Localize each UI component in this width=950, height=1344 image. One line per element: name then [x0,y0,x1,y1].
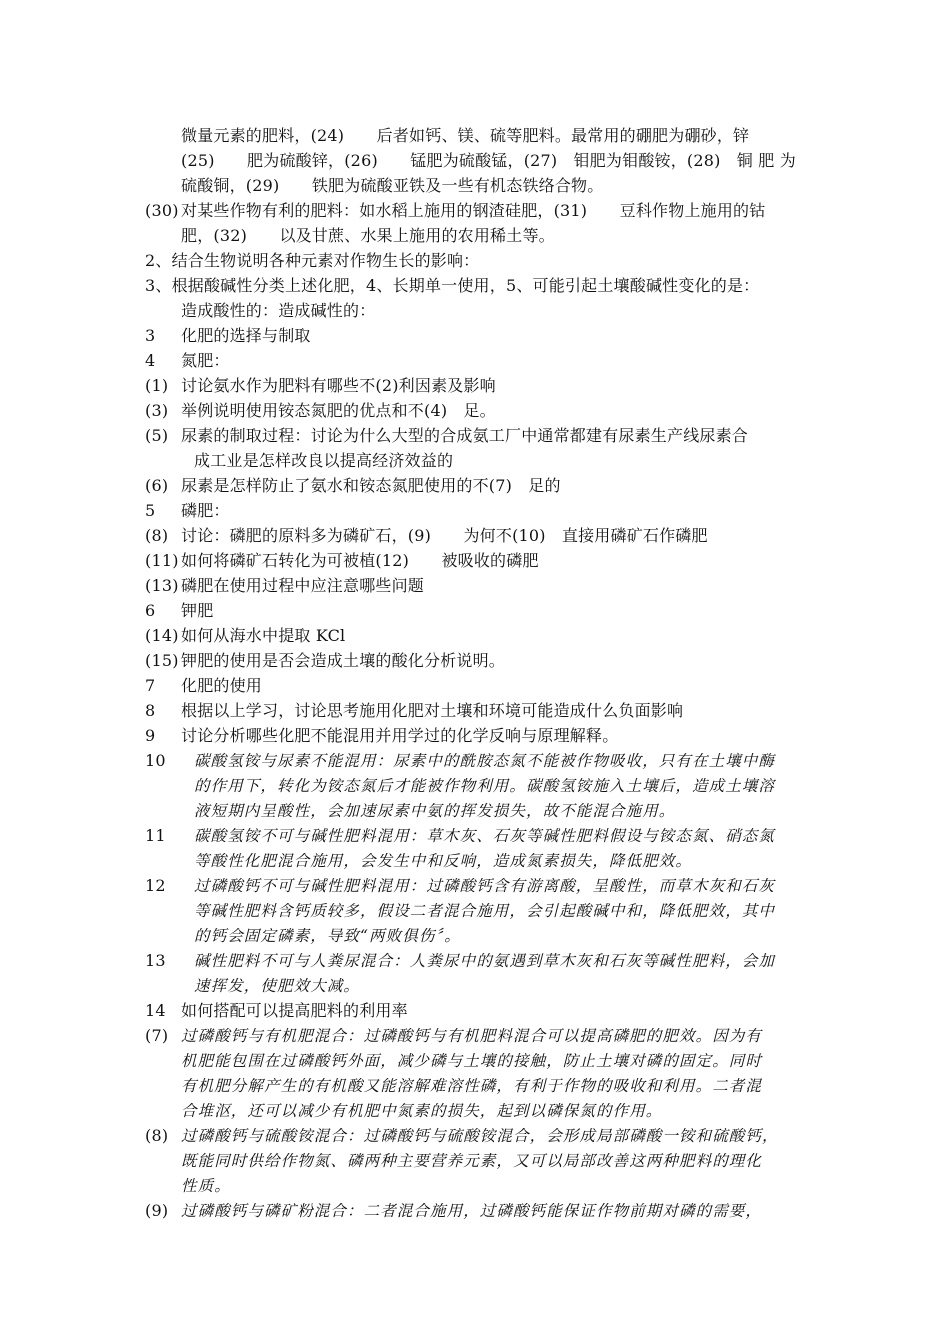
text-line: 碳酸氢铵不可与碱性肥料混用：草木灰、石灰等碱性肥料假设与铵态氮、硝态氮 [194,827,776,845]
item-number: (1) [145,376,169,395]
item-number: 11 [145,826,166,845]
item-number: 3 [145,326,156,345]
text-line: 2、结合生物说明各种元素对作物生长的影响： [145,251,480,270]
text-line: 如何搭配可以提高肥料的利用率 [181,1001,408,1020]
item-number: (8) [145,526,169,545]
text-line: 过磷酸钙不可与碱性肥料混用：过磷酸钙含有游离酸，呈酸性，而草木灰和石灰 [194,877,776,895]
text-line: 讨论：磷肥的原料多为磷矿石，(9) 为何不(10) 直接用磷矿石作磷肥 [181,526,708,545]
text-line: 造成酸性的：造成碱性的： [181,301,376,320]
item-number: (7) [145,1026,169,1045]
text-line: 硫酸铜，(29) 铁肥为硫酸亚铁及一些有机态铁络合物。 [181,176,604,195]
text-line: 钾肥的使用是否会造成土壤的酸化分析说明。 [181,651,506,670]
text-line: 的钙会固定磷素，导致“两败俱伤〞。 [194,927,461,945]
item-number: (5) [145,426,169,445]
text-line: 性质。 [181,1177,231,1195]
item-number: 5 [145,501,156,520]
item-number: (30) [145,201,179,220]
text-line: 举例说明使用铵态氮肥的优点和不(4) 足。 [181,401,496,420]
text-line: 等酸性化肥混合施用，会发生中和反响，造成氮素损失，降低肥效。 [194,852,693,870]
text-line: 机肥能包围在过磷酸钙外面，减少磷与土壤的接触，防止土壤对磷的固定。同时 [181,1052,763,1070]
item-number: (14) [145,626,179,645]
text-line: 如何从海水中提取 KCl [181,626,346,645]
section-heading: 磷肥： [181,501,230,520]
text-line: 速挥发，使肥效大减。 [194,977,361,995]
text-line: 液短期内呈酸性，会加速尿素中氨的挥发损失，故不能混合施用。 [194,802,676,820]
text-line: 微量元素的肥料，(24) 后者如钙、镁、硫等肥料。最常用的硼肥为硼砂，锌 [181,126,750,145]
text-line: (25) 肥为硫酸锌，(26) 锰肥为硫酸锰，(27) 钼肥为钼酸铵，(28) 铜 肥 为 [181,151,796,170]
item-number: 14 [145,1001,166,1020]
item-number: 12 [145,876,166,895]
text-line: 3、根据酸碱性分类上述化肥，4、长期单一使用，5、可能引起土壤酸碱性变化的是： [145,276,760,295]
item-number: (9) [145,1201,169,1220]
item-number: (15) [145,651,179,670]
text-line: 过磷酸钙与有机肥混合：过磷酸钙与有机肥料混合可以提高磷肥的肥效。因为有 [181,1027,763,1045]
item-number: 7 [145,676,156,695]
item-number: (13) [145,576,179,595]
text-line: 合堆沤，还可以减少有机肥中氮素的损失，起到以磷保氮的作用。 [181,1102,663,1120]
section-heading: 氮肥： [181,351,230,370]
text-line: 成工业是怎样改良以提高经济效益的 [194,451,454,470]
text-line: 如何将磷矿石转化为可被植(12) 被吸收的磷肥 [181,551,539,570]
item-number: 6 [145,601,156,620]
item-number: (11) [145,551,179,570]
text-line: 讨论分析哪些化肥不能混用并用学过的化学反响与原理解释。 [181,726,619,745]
item-number: 8 [145,701,156,720]
section-heading: 化肥的使用 [181,676,263,695]
text-line: 的作用下，转化为铵态氮后才能被作物利用。碳酸氢铵施入土壤后，造成土壤溶 [194,777,776,795]
text-line: 讨论氨水作为肥料有哪些不(2)利因素及影响 [181,376,496,395]
item-number: 4 [145,351,156,370]
item-number: 10 [145,751,166,770]
text-line: 根据以上学习，讨论思考施用化肥对土壤和环境可能造成什么负面影响 [181,701,684,720]
text-line: 肥，(32) 以及甘蔗、水果上施用的农用稀土等。 [181,226,555,245]
text-line: 磷肥在使用过程中应注意哪些问题 [181,576,425,595]
text-line: 过磷酸钙与硫酸铵混合：过磷酸钙与硫酸铵混合，会形成局部磷酸一铵和硫酸钙， [181,1127,779,1145]
item-number: 13 [145,951,166,970]
text-line: 碱性肥料不可与人粪尿混合：人粪尿中的氨遇到草木灰和石灰等碱性肥料，会加 [194,952,776,970]
text-line: 对某些作物有利的肥料：如水稻上施用的钢渣硅肥，(31) 豆科作物上施用的钴 [181,201,766,220]
text-line: 尿素的制取过程：讨论为什么大型的合成氨工厂中通常都建有尿素生产线尿素合 [181,426,749,445]
text-line: 碳酸氢铵与尿素不能混用：尿素中的酰胺态氮不能被作物吸收，只有在土壤中酶 [194,752,776,770]
text-line: 尿素是怎样防止了氨水和铵态氮肥使用的不(7) 足的 [181,476,561,495]
text-line: 过磷酸钙与磷矿粉混合：二者混合施用，过磷酸钙能保证作物前期对磷的需要， [181,1202,763,1220]
text-line: 有机肥分解产生的有机酸又能溶解难溶性磷，有利于作物的吸收和利用。二者混 [181,1077,763,1095]
section-heading: 钾肥 [181,601,214,620]
text-line: 等碱性肥料含钙质较多，假设二者混合施用，会引起酸碱中和，降低肥效，其中 [194,902,776,920]
item-number: (3) [145,401,169,420]
item-number: 9 [145,726,156,745]
section-heading: 化肥的选择与制取 [181,326,311,345]
item-number: (8) [145,1126,169,1145]
item-number: (6) [145,476,169,495]
text-line: 既能同时供给作物氮、磷两种主要营养元素，又可以局部改善这两种肥料的理化 [181,1152,763,1170]
